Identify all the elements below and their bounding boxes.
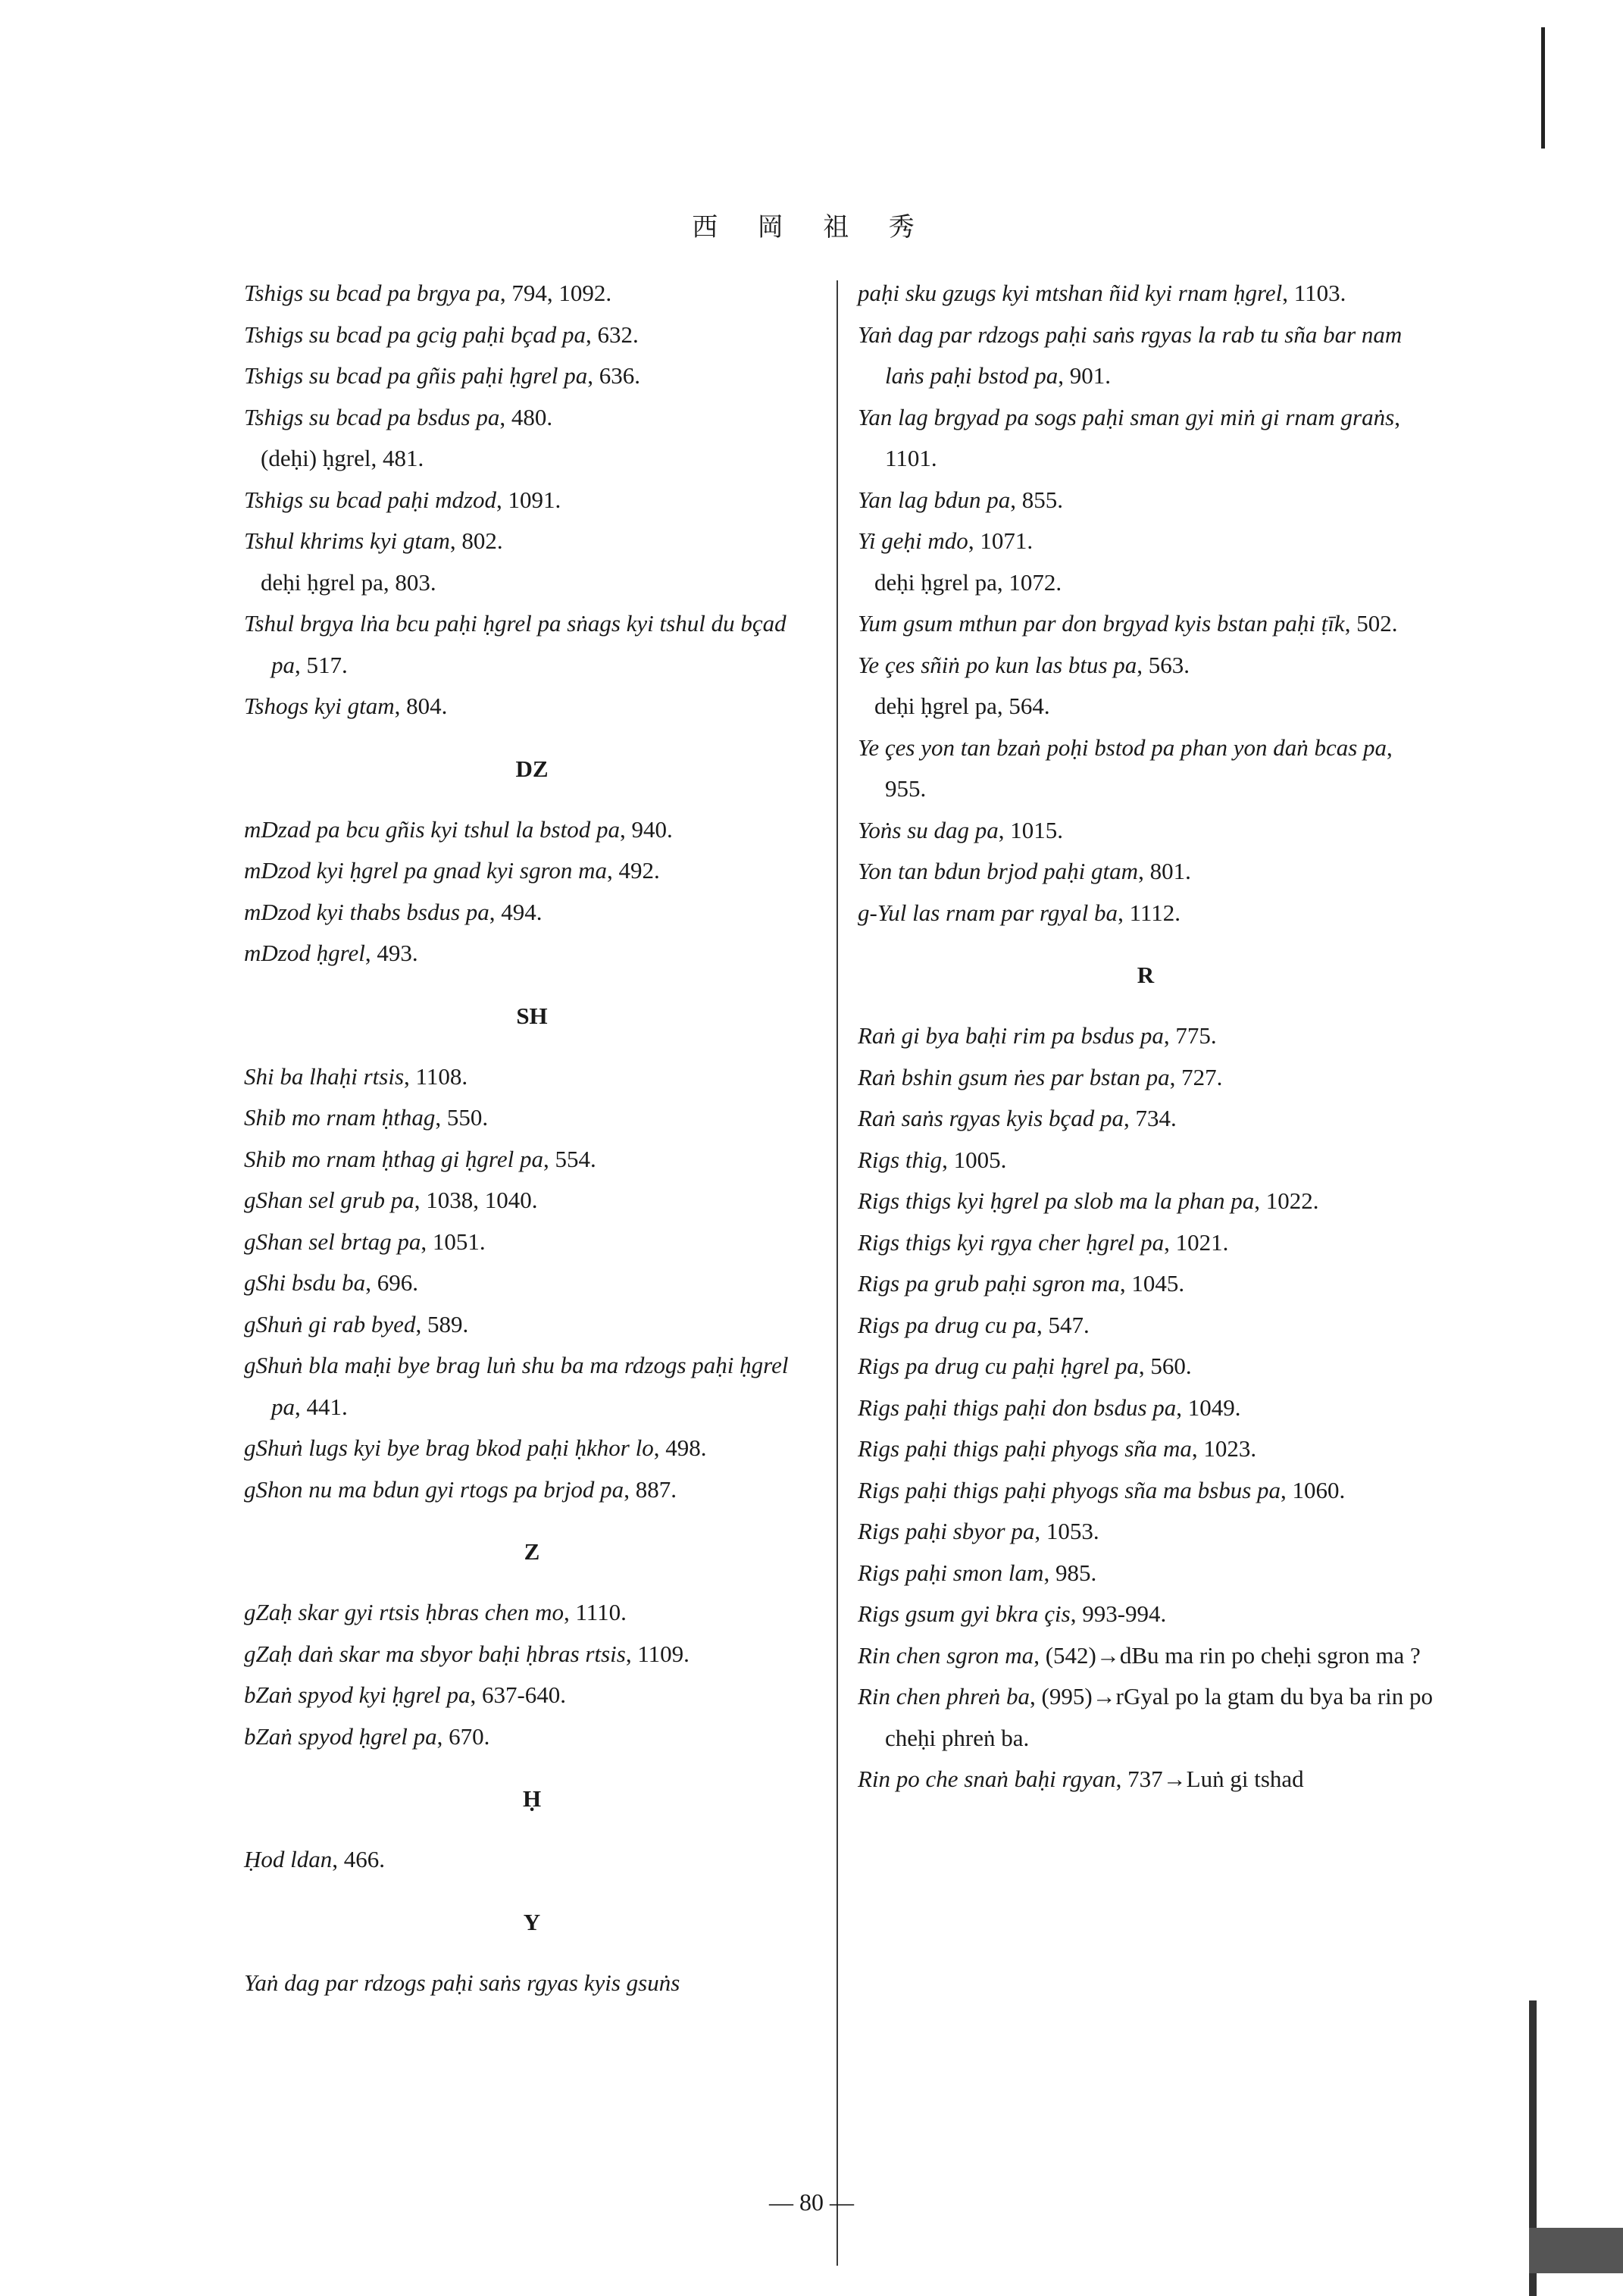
index-entry [858,1428,1434,1470]
entry-title: Yan lag bdun pa [858,486,1011,513]
entry-title: gShuṅ bla maḥi bye brag luṅ shu ba ma rdzogs paḥi ḥgrel pa [244,1352,789,1420]
entry-reference: , 547. [1036,1311,1090,1338]
entry-reference: , 493. [364,940,418,966]
entry-title: mDzod kyi thabs bsdus pa [244,898,489,925]
section-letter: Z [524,1538,540,1565]
entry-reference: , 1038, 1040. [414,1187,538,1213]
entry-title: Rigs paḥi thigs paḥi phyogs sña ma bsbus pa [858,1476,1281,1503]
entry-title: Yan lag brgyad pa sogs paḥi sman gyi miṅ gi rnam graṅs [858,403,1395,430]
index-entry [244,1634,820,1675]
entry-reference: , 1022. [1254,1187,1319,1214]
scan-edge-mark [1541,27,1545,149]
entry-title: Rin chen phreṅ ba [858,1683,1030,1709]
entry-reference: , 727. [1169,1063,1223,1090]
entry-reference: , 801. [1138,858,1191,884]
entry-title: Shib mo rnam ḥthag gi ḥgrel pa [244,1145,543,1172]
entry-reference: , (542)→dBu ma rin po cheḥi sgron ma ? [1034,1641,1421,1669]
index-subentry: (deḥi) ḥgrel, 481. [261,445,424,471]
entry-title: gShan sel brtag pa [244,1228,421,1255]
index-entry [244,1963,820,2004]
entry-title: Rigs paḥi sbyor pa [858,1518,1035,1544]
index-entry [244,686,820,727]
index-entry [858,480,1434,521]
entry-title: Rigs paḥi thigs paḥi don bsdus pa [858,1394,1177,1421]
index-entry [244,1716,820,1758]
entry-title: Tshigs su bcad pa gñis paḥi ḥgrel pa [244,362,588,389]
index-entry [244,273,820,314]
entry-title: gShuṅ lugs kyi bye brag bkod paḥi ḥkhor lo [244,1434,654,1461]
entry-reference: , 517. [295,651,348,678]
entry-reference: , 1053. [1034,1518,1099,1544]
entry-title: gShi bsdu ba [244,1269,366,1296]
section-letter: SH [516,1002,548,1029]
entry-reference: , 632. [585,321,639,348]
index-entry [244,521,820,562]
entry-reference: , 480. [499,403,553,430]
entry-title: Rin po che snaṅ baḥi rgyan [858,1766,1116,1792]
entry-title: Rigs gsum gyi bkra çis [858,1600,1071,1627]
entry-reference: , 1071. [968,527,1034,554]
entry-title: Rigs pa grub paḥi sgron ma [858,1270,1120,1297]
index-subentry: deḥi ḥgrel pa, 803. [261,568,436,596]
entry-title: gZaḥ daṅ skar ma sbyor baḥi ḥbras rtsis [244,1640,626,1667]
entry-reference: , 589. [415,1310,469,1337]
entry-reference: , 1103. [1282,280,1346,306]
entry-title: Rigs thig [858,1146,943,1173]
index-entry [244,850,820,892]
entry-reference: , 955. [885,734,1393,802]
entry-title: Tshigs su bcad pa gcig paḥi bçad pa [244,321,586,348]
entry-title: Rigs pa drug cu pa [858,1311,1037,1338]
entry-title: mDzod kyi ḥgrel pa gnad kyi sgron ma [244,857,608,884]
index-entry [858,603,1434,645]
scan-edge-mark [1529,2228,1623,2273]
index-entry [858,1470,1434,1512]
index-entry [244,1222,820,1263]
index-column-left [244,273,820,2004]
index-entry [244,1592,820,1634]
entry-reference: , 492. [607,857,660,884]
entry-reference: , 985. [1043,1559,1097,1586]
index-entry [858,314,1434,397]
entry-title: Rigs paḥi smon lam [858,1559,1044,1586]
entry-title: Raṅ bshin gsum ṅes par bstan pa [858,1063,1170,1090]
entry-reference: , 466. [332,1846,385,1872]
entry-title: Raṅ saṅs rgyas kyis bçad pa [858,1105,1124,1131]
entry-title: Tshul khrims kyi gtam [244,527,450,554]
index-subentry: deḥi ḥgrel pa, 1072. [874,568,1062,596]
entry-reference: , 1060. [1281,1476,1346,1503]
entry-title: gShuṅ gi rab byed [244,1310,416,1337]
entry-reference: , 887. [624,1475,677,1503]
entry-title: Yum gsum mthun par don brgyad kyis bstan paḥi ṭīk [858,610,1345,637]
index-entry [858,1759,1434,1800]
entry-title: Yaṅ dag par rdzogs paḥi saṅs rgyas kyis gsuṅs [244,1969,680,1996]
index-entry [858,1098,1434,1140]
index-entry [244,355,820,397]
entry-title: bZaṅ spyod kyi ḥgrel pa [244,1681,471,1708]
entry-title: Tshigs su bcad pa brgya pa [244,280,500,306]
entry-title: Shib mo rnam ḥthag [244,1104,436,1131]
entry-title: Yon tan bdun brjod paḥi gtam [858,858,1139,884]
entry-title: Ye çes sñiṅ po kun las btus pa [858,651,1137,678]
index-entry [244,314,820,356]
index-entry [244,1428,820,1469]
entry-reference: , 494. [489,898,543,925]
entry-reference: , 1110. [563,1599,627,1625]
column-divider [837,280,838,2266]
entry-reference: , 1101. [885,403,1400,471]
entry-reference: , 498. [653,1434,707,1461]
entry-reference: , 637-640. [470,1681,567,1708]
entry-reference: , 804. [394,693,448,719]
entry-reference: , 636. [587,362,641,389]
index-entry [244,1345,820,1428]
page-header: 西 岡 祖 秀 [692,214,931,242]
entry-title: Ḥod ldan [244,1846,333,1872]
index-entry [244,1056,820,1098]
index-entry [858,1594,1434,1635]
entry-title: Yi geḥi mdo [858,527,968,554]
index-entry [858,645,1434,687]
index-entry [244,892,820,934]
entry-reference: , 993-994. [1070,1600,1167,1627]
index-entry [244,397,820,439]
index-entry [858,273,1434,314]
entry-reference: , 1112. [1118,899,1181,926]
entry-reference: , 1005. [942,1146,1007,1173]
entry-title: Rigs pa drug cu paḥi ḥgrel pa [858,1353,1139,1379]
entry-title: Tshul brgya lṅa bcu paḥi ḥgrel pa sṅags kyi tshul du bçad pa [244,610,786,678]
entry-reference: , 560. [1138,1353,1192,1379]
entry-title: Tshigs su bcad paḥi mdzod [244,486,497,513]
entry-reference: , 1108. [404,1062,468,1090]
index-entry [244,1139,820,1181]
index-entry [858,1553,1434,1594]
entry-title: Raṅ gi bya baḥi rim pa bsdus pa [858,1022,1164,1049]
entry-reference: , 1051. [421,1228,486,1255]
index-entry [244,809,820,851]
entry-reference: , 670. [436,1722,490,1750]
entry-reference: , 775. [1163,1022,1217,1049]
entry-title: mDzod ḥgrel [244,940,365,966]
index-entry [858,1222,1434,1264]
index-entry [858,1305,1434,1347]
index-entry [858,893,1434,934]
index-entry [244,1675,820,1716]
entry-reference: , 1045. [1119,1270,1185,1297]
entry-reference: , 855. [1010,486,1064,513]
entry-title: Tshigs su bcad pa bsdus pa [244,403,500,430]
index-entry [858,1140,1434,1181]
entry-title: g-Yul las rnam par rgyal ba [858,899,1118,926]
index-entry [858,1511,1434,1553]
index-entry [858,1181,1434,1222]
index-entry [244,1180,820,1222]
entry-reference: , 1015. [998,816,1064,843]
entry-title: Ye çes yon tan bzaṅ poḥi bstod pa phan yon daṅ bcas pa [858,734,1387,761]
index-entry [244,1304,820,1346]
entry-reference: , 1091. [496,486,561,513]
entry-title: gShon nu ma bdun gyi rtogs pa brjod pa [244,1475,624,1503]
index-entry [858,1057,1434,1099]
entry-title: gZaḥ skar gyi rtsis ḥbras chen mo [244,1599,564,1625]
index-entry [858,1015,1434,1057]
index-entry [244,1262,820,1304]
entry-reference: , 550. [435,1104,489,1131]
section-letter: DZ [515,755,549,782]
index-entry [858,810,1434,852]
index-entry [858,521,1434,562]
index-entry [244,1839,820,1881]
index-entry [244,480,820,521]
index-entry [244,933,820,974]
entry-reference: , 737→Luṅ gi tshad [1115,1766,1304,1792]
index-entry [858,397,1434,480]
entry-reference: , 502. [1344,610,1398,637]
entry-reference: , 901. [1058,362,1111,389]
entry-reference: , 940. [620,815,673,843]
entry-title: bZaṅ spyod ḥgrel pa [244,1722,437,1750]
entry-title: Rigs thigs kyi rgya cher ḥgrel pa [858,1228,1165,1256]
index-entry [858,1346,1434,1387]
index-subentry: deḥi ḥgrel pa, 564. [874,693,1050,719]
entry-title: mDzad pa bcu gñis kyi tshul la bstod pa [244,815,620,843]
index-entry [244,603,820,686]
entry-reference: , 441. [295,1393,348,1420]
index-column-right [858,273,1434,1800]
entry-reference: , 1023. [1191,1435,1257,1462]
entry-title: Yaṅ dag par rdzogs paḥi saṅs rgyas la rab tu sña bar nam laṅs paḥi bstod pa [858,321,1403,389]
entry-reference: , 1049. [1176,1394,1241,1421]
index-entry [858,851,1434,893]
index-entry [858,1387,1434,1429]
index-entry [858,1676,1434,1759]
entry-title: Rin chen sgron ma [858,1641,1034,1669]
entry-reference: , 696. [365,1269,418,1296]
index-entry [244,1097,820,1139]
entry-reference: , 1109. [625,1640,690,1667]
page-number: — 80 — [769,2188,854,2216]
entry-reference: , 794, 1092. [499,280,612,306]
entry-reference: , 1021. [1164,1228,1229,1256]
index-entry [858,1263,1434,1305]
entry-title: Rigs paḥi thigs paḥi phyogs sña ma [858,1435,1192,1462]
entry-title: Rigs thigs kyi ḥgrel pa slob ma la phan pa [858,1187,1255,1214]
entry-title: Yoṅs su dag pa [858,816,999,843]
entry-reference: , 734. [1124,1105,1177,1131]
entry-reference: , 563. [1137,651,1190,678]
section-letter: Ḥ [522,1785,542,1812]
entry-title: gShan sel grub pa [244,1187,414,1213]
entry-reference: , 802. [449,527,503,554]
entry-title: Tshogs kyi gtam [244,693,395,719]
section-letter: Y [523,1908,541,1935]
entry-title: paḥi sku gzugs kyi mtshan ñid kyi rnam ḥgrel [858,280,1283,306]
entry-title: Shi ba lhaḥi rtsis [244,1062,405,1090]
index-entry [244,1469,820,1511]
section-letter: R [1137,962,1155,988]
entry-reference: , 554. [543,1145,596,1172]
index-entry [858,727,1434,810]
index-entry [858,1635,1434,1677]
entry-reference: , (995)→rGyal po la gtam du bya ba rin po cheḥi phreṅ ba. [885,1683,1434,1751]
